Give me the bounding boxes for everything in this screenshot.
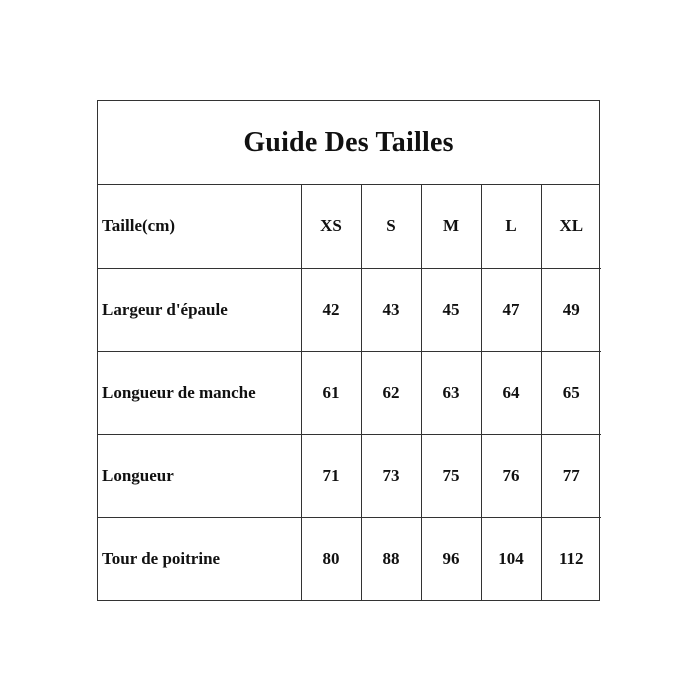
row-label: Longueur de manche [98,351,301,434]
size-header-m: M [421,185,481,268]
table-cell: 64 [481,351,541,434]
table-cell: 62 [361,351,421,434]
table-cell: 96 [421,517,481,600]
table-row [98,351,601,434]
table-row [98,517,601,600]
header-label: Taille(cm) [98,185,301,268]
table-row [98,434,601,517]
row-label: Longueur [98,434,301,517]
table-cell: 43 [361,268,421,351]
table-cell: 77 [541,434,601,517]
row-label: Largeur d'épaule [98,268,301,351]
table-cell: 104 [481,517,541,600]
table-cell: 73 [361,434,421,517]
table-cell: 76 [481,434,541,517]
size-grid [98,185,601,600]
table-cell: 112 [558,548,584,568]
size-header-xl: XL [541,185,601,268]
table-cell: 65 [541,351,601,434]
table-cell: 45 [421,268,481,351]
table-title: Guide Des Tailles [98,101,599,185]
table-cell: 80 [301,517,361,600]
size-header-xs: XS [301,185,361,268]
size-guide-table [97,100,600,601]
table-cell: 88 [361,517,421,600]
size-header-l: L [481,185,541,268]
table-cell: 63 [421,351,481,434]
table-cell: 75 [421,434,481,517]
table-cell: 71 [301,434,361,517]
table-cell: 47 [481,268,541,351]
size-header-s: S [361,185,421,268]
table-cell: 49 [541,268,601,351]
table-cell: 61 [301,351,361,434]
table-cell: 42 [301,268,361,351]
table-row [98,268,601,351]
header-row [98,185,601,268]
row-label: Tour de poitrine [98,517,301,600]
